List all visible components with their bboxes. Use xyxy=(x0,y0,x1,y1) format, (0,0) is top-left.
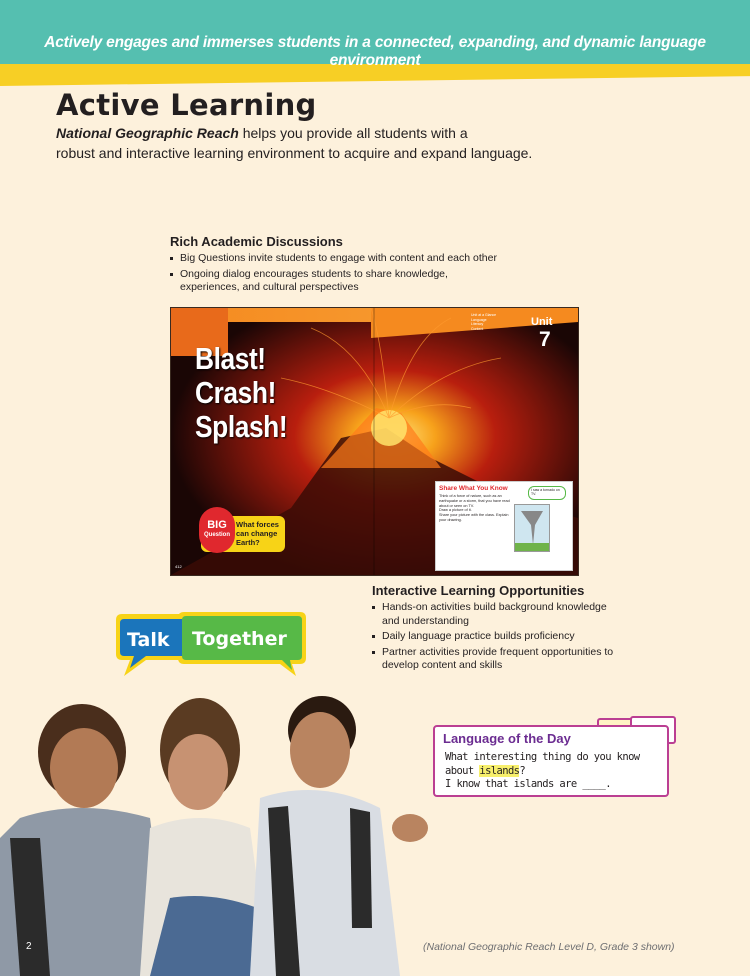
language-of-the-day-card xyxy=(433,725,669,797)
big-question-line: Earth? xyxy=(236,538,260,547)
lotd-text: about xyxy=(445,764,480,777)
unit-at-a-glance: Unit at a Glance Language Literacy Content xyxy=(471,313,497,331)
tornado-drawing xyxy=(514,504,550,552)
list-item: Big Questions invite students to engage with content and each other xyxy=(170,252,530,266)
list-item: Draw a picture of it. xyxy=(439,508,472,513)
share-title: Share What You Know xyxy=(439,485,508,492)
unit-title xyxy=(195,342,287,444)
lotd-line xyxy=(445,765,640,779)
lotd-text: ? xyxy=(519,764,526,777)
share-steps xyxy=(439,494,511,523)
image-caption: (National Geographic Reach Level D, Grade 3 shown) xyxy=(423,941,675,953)
intro-product-name: National Geographic Reach xyxy=(56,125,239,141)
lotd-line: I know that islands are ____. xyxy=(445,778,611,790)
rich-discussions-heading: Rich Academic Discussions xyxy=(170,234,343,249)
share-what-you-know-box xyxy=(435,481,573,571)
unit-title-line: Splash! xyxy=(195,409,288,444)
big-question-label: Question xyxy=(203,532,230,538)
talk-word: Talk xyxy=(127,629,170,651)
intro-paragraph xyxy=(56,124,576,163)
unit-label: Unit xyxy=(531,316,553,328)
page-title: Active Learning xyxy=(56,88,317,122)
list-item: Ongoing dialog encourages students to share knowledge, experiences, and cultural perspectives xyxy=(170,268,470,295)
banner-tagline: Actively engages and immerses students in a connected, expanding, and dynamic language environment xyxy=(44,34,706,69)
unit-title-line: Blast! xyxy=(195,341,266,376)
speech-bubble: I saw a tornado on TV. xyxy=(528,486,566,500)
intro-text-1: helps you provide all students with a xyxy=(238,125,468,141)
talk-together-logo xyxy=(112,610,310,680)
students-photo xyxy=(0,688,440,976)
unit-number: 7 xyxy=(539,328,551,351)
big-question-line: What forces xyxy=(236,520,279,529)
rich-discussions-section xyxy=(170,234,530,297)
together-word: Together xyxy=(192,628,287,650)
highlighted-word: islands xyxy=(479,764,520,777)
big-question-text xyxy=(236,520,279,547)
big-question-line: can change xyxy=(236,529,278,538)
unit-title-line: Crash! xyxy=(195,375,276,410)
list-item: Think of a force of nature, such as an earthquake or a storm, that you have read about or seen on TV. xyxy=(439,494,510,508)
list-item: Partner activities provide frequent opportunities to develop content and skills xyxy=(372,646,627,673)
interactive-heading: Interactive Learning Opportunities xyxy=(372,583,585,598)
language-of-the-day-body xyxy=(445,751,640,792)
list-item: Daily language practice builds proficiency xyxy=(372,630,632,644)
intro-text-2: robust and interactive learning environment to acquire and expand language. xyxy=(56,144,533,161)
interactive-section xyxy=(372,583,632,675)
list-item: Hands-on activities build background knowledge and understanding xyxy=(372,601,622,628)
book-page-number: 412 xyxy=(175,564,182,569)
language-of-the-day-heading: Language of the Day xyxy=(443,731,571,746)
lotd-line: What interesting thing do you know xyxy=(445,751,640,763)
big-question-big: BIG xyxy=(207,519,227,531)
page-number: 2 xyxy=(26,941,32,952)
tornado-icon xyxy=(515,505,549,551)
student-book-spread xyxy=(170,307,579,576)
list-item: Share your picture with the class. Explain your drawing. xyxy=(439,513,509,522)
